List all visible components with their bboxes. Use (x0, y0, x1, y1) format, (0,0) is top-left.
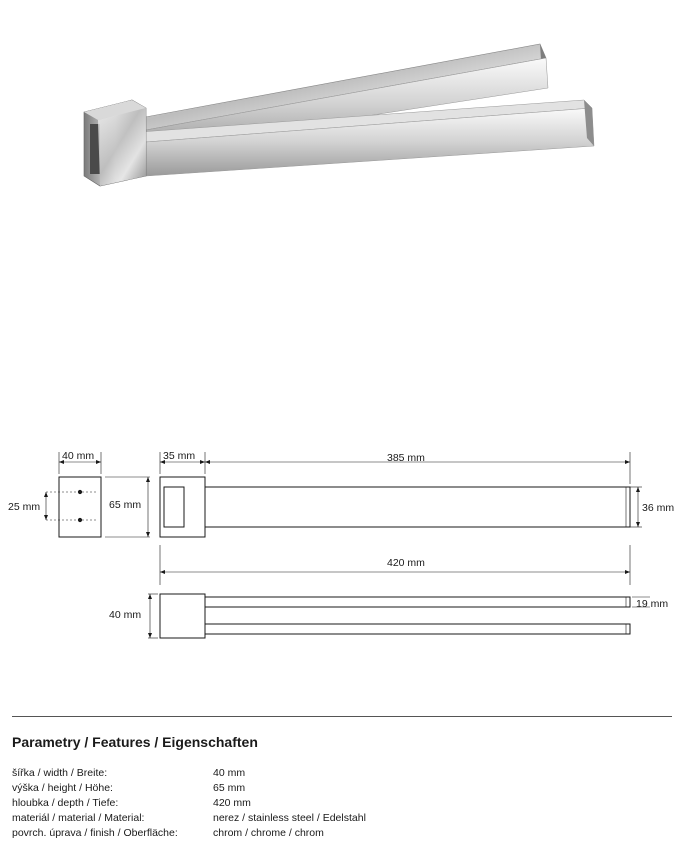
feature-value: 65 mm (213, 782, 246, 794)
feature-value: 40 mm (213, 767, 246, 779)
dim-arm-thickness: 19 mm (636, 598, 669, 610)
feature-label: výška / height / Höhe: (12, 782, 113, 794)
arm-side-view (205, 487, 630, 527)
dim-body-width: 40 mm (62, 450, 95, 462)
features-row (12, 796, 672, 811)
features-row (12, 811, 672, 826)
dim-body-depth: 35 mm (163, 450, 196, 462)
dim-total-length: 420 mm (387, 557, 425, 569)
lower-arm-top-view (205, 624, 630, 634)
dim-top-view-depth: 40 mm (109, 609, 142, 621)
feature-value: nerez / stainless steel / Edelstahl (213, 812, 366, 824)
feature-label: hloubka / depth / Tiefe: (12, 797, 119, 809)
dim-arm-height: 36 mm (642, 502, 675, 514)
features-row (12, 766, 672, 781)
wall-plate-front-view (59, 477, 101, 537)
feature-label: povrch. úprava / finish / Oberfläche: (12, 827, 178, 839)
dim-hole-spacing: 25 mm (8, 501, 41, 513)
features-table (12, 766, 672, 841)
features-row (12, 781, 672, 796)
features-row (12, 826, 672, 841)
feature-label: materiál / material / Material: (12, 812, 145, 824)
feature-label: šířka / width / Breite: (12, 767, 108, 779)
feature-value: 420 mm (213, 797, 251, 809)
upper-arm-top-view (205, 597, 630, 607)
features-heading: Parametry / Features / Eigenschaften (12, 734, 258, 750)
dim-arm-length: 385 mm (387, 452, 425, 464)
body-side-view (160, 477, 205, 537)
section-divider (12, 716, 672, 717)
dim-body-height: 65 mm (109, 499, 142, 511)
feature-value: chrom / chrome / chrom (213, 827, 324, 839)
body-top-view (160, 594, 205, 638)
